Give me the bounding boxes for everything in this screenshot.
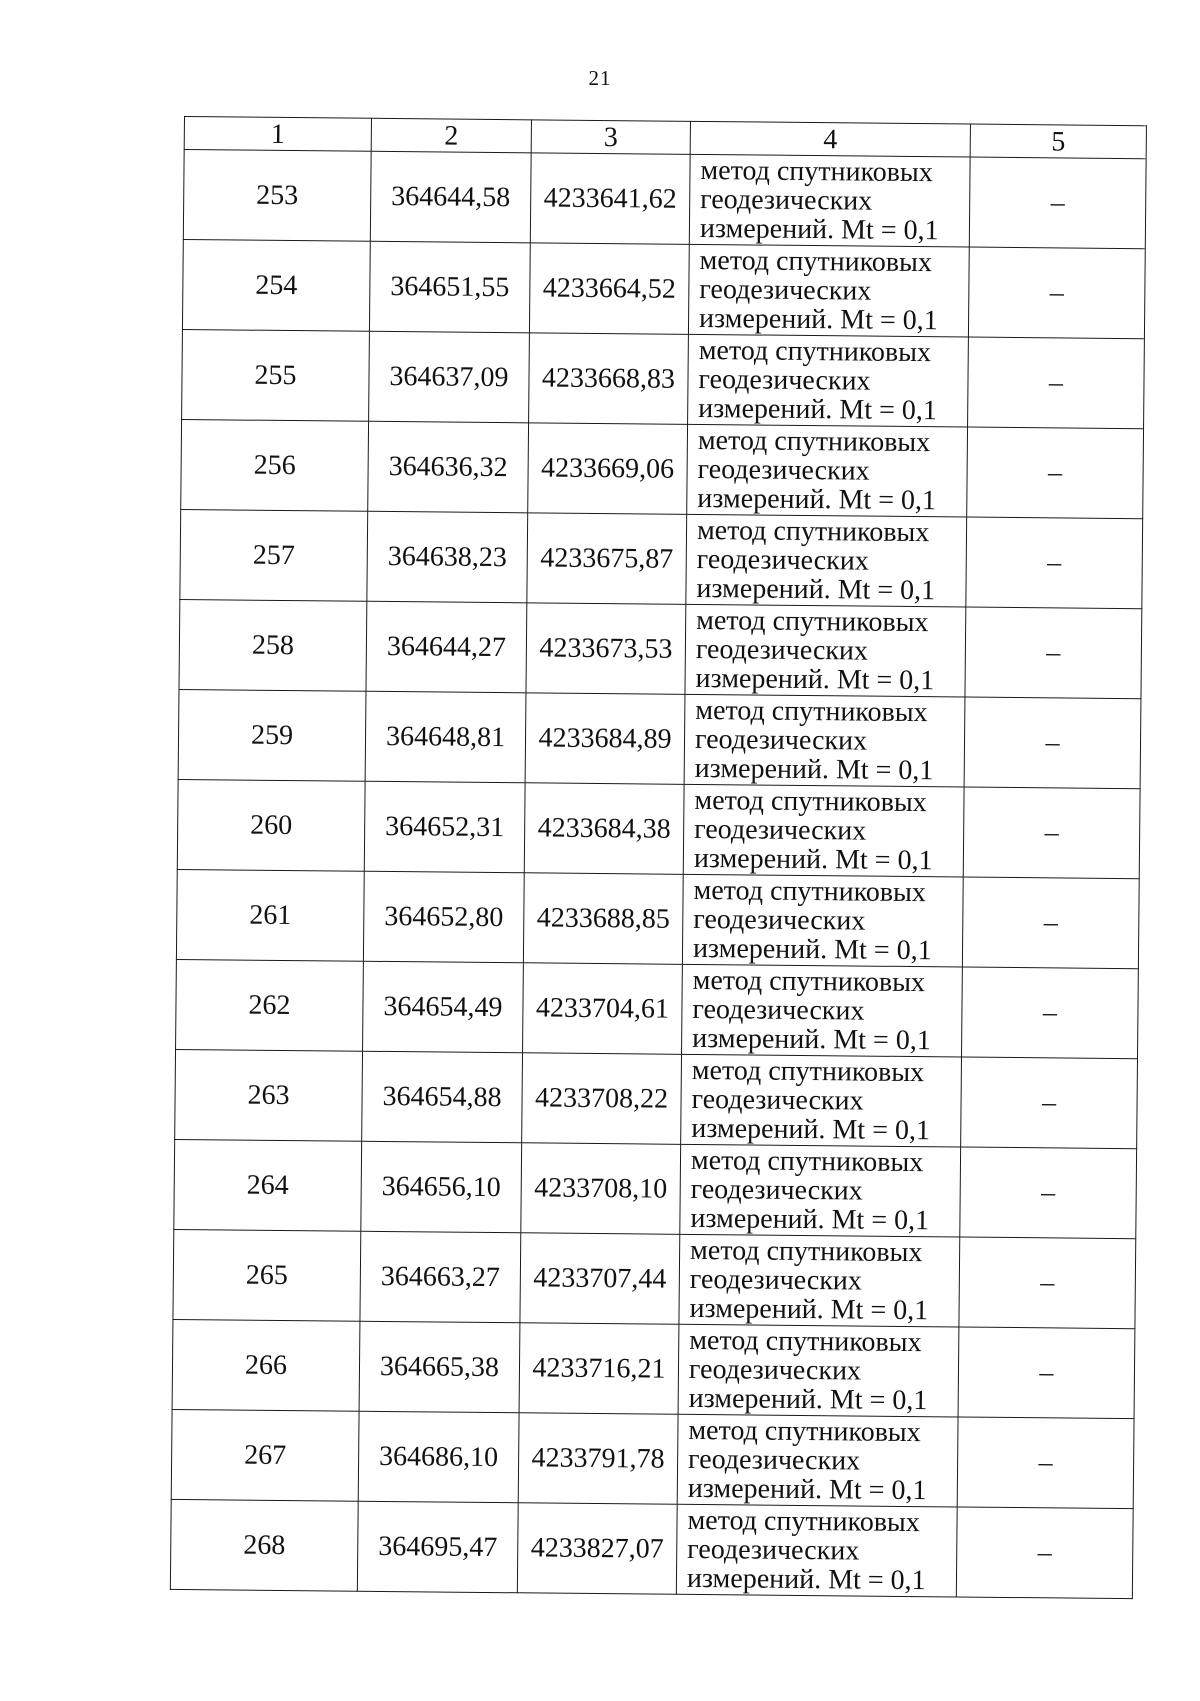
point-number-cell: 261 <box>176 869 364 961</box>
method-cell <box>688 244 969 337</box>
col5-dash-cell: – <box>960 1147 1137 1239</box>
method-text-line-2: геодезических <box>694 813 867 847</box>
table-row <box>176 869 1139 968</box>
method-text-line-2: геодезических <box>692 993 865 1027</box>
method-cell <box>680 1144 961 1237</box>
y-coordinate-cell: 4233684,38 <box>524 783 684 875</box>
table-row <box>172 1319 1135 1418</box>
col5-dash-cell: – <box>961 1057 1138 1149</box>
method-text-line-2: геодезических <box>699 273 872 307</box>
method-cell <box>677 1414 958 1507</box>
method-cell <box>684 694 965 787</box>
table-row <box>180 509 1143 608</box>
point-number-cell: 262 <box>176 959 364 1051</box>
point-number-cell: 253 <box>183 150 371 242</box>
method-text-line-3: измерений. Mt = 0,1 <box>687 1472 927 1507</box>
y-coordinate-cell: 4233716,21 <box>519 1323 679 1415</box>
y-coordinate-cell: 4233791,78 <box>518 1413 678 1505</box>
method-cell <box>678 1324 959 1417</box>
col5-dash-cell: – <box>956 1507 1133 1599</box>
point-number-cell: 267 <box>171 1409 359 1501</box>
method-text-line-1: метод спутниковых <box>696 514 930 549</box>
col5-dash-cell: – <box>965 607 1142 699</box>
col5-dash-cell: – <box>967 427 1144 519</box>
coordinates-table <box>170 116 1147 1599</box>
point-number-cell: 260 <box>177 779 365 871</box>
table-row <box>176 959 1139 1058</box>
point-number-cell: 255 <box>182 329 370 421</box>
method-cell <box>681 1054 962 1147</box>
table-row <box>182 329 1145 428</box>
table-body <box>170 150 1146 1599</box>
table-row <box>171 1409 1134 1508</box>
y-coordinate-cell: 4233641,62 <box>530 153 690 245</box>
point-number-cell: 256 <box>181 419 369 511</box>
x-coordinate-cell: 364665,38 <box>359 1321 520 1413</box>
method-text-line-3: измерений. Mt = 0,1 <box>690 1202 930 1237</box>
header-col-3: 3 <box>531 120 690 155</box>
header-col-1: 1 <box>184 117 371 152</box>
x-coordinate-cell: 364638,23 <box>367 511 528 603</box>
method-text-line-3: измерений. Mt = 0,1 <box>694 752 934 787</box>
table-row <box>181 419 1144 518</box>
method-text-line-2: геодезических <box>694 723 868 757</box>
y-coordinate-cell: 4233675,87 <box>527 513 687 605</box>
header-col-4: 4 <box>690 121 970 157</box>
method-text-line-1: метод спутниковых <box>694 784 927 819</box>
method-text-line-3: измерений. Mt = 0,1 <box>698 392 938 427</box>
point-number-cell: 266 <box>172 1319 360 1411</box>
point-number-cell: 254 <box>182 239 370 331</box>
method-text-line-2: геодезических <box>697 453 870 487</box>
method-text-line-2: геодезических <box>688 1353 862 1387</box>
method-text-line-3: измерений. Mt = 0,1 <box>692 1022 931 1057</box>
col5-dash-cell: – <box>959 1237 1136 1329</box>
col5-dash-cell: – <box>958 1327 1135 1419</box>
col5-dash-cell: – <box>957 1417 1134 1509</box>
method-text-line-1: метод спутниковых <box>690 1144 924 1179</box>
x-coordinate-cell: 364636,32 <box>368 421 529 513</box>
y-coordinate-cell: 4233707,44 <box>520 1233 680 1325</box>
method-text-line-2: геодезических <box>691 1083 864 1117</box>
method-text-line-3: измерений. Mt = 0,1 <box>692 932 932 967</box>
method-text-line-3: измерений. Mt = 0,1 <box>698 302 938 337</box>
y-coordinate-cell: 4233669,06 <box>528 423 688 515</box>
method-text-line-3: измерений. Mt = 0,1 <box>686 1562 926 1597</box>
method-text-line-2: геодезических <box>687 1443 861 1477</box>
x-coordinate-cell: 364686,10 <box>358 1411 519 1503</box>
x-coordinate-cell: 364654,49 <box>363 961 524 1053</box>
col5-dash-cell: – <box>968 337 1145 429</box>
y-coordinate-cell: 4233673,53 <box>526 603 686 695</box>
method-text-line-3: измерений. Mt = 0,1 <box>693 842 933 877</box>
header-col-2: 2 <box>371 118 531 153</box>
method-text-line-3: измерений. Mt = 0,1 <box>699 212 939 247</box>
method-text-line-2: геодезических <box>693 903 866 937</box>
point-number-cell: 258 <box>179 599 367 691</box>
y-coordinate-cell: 4233664,52 <box>529 243 689 335</box>
x-coordinate-cell: 364663,27 <box>360 1231 521 1323</box>
header-col-5: 5 <box>970 124 1146 159</box>
method-text-line-3: измерений. Mt = 0,1 <box>691 1112 931 1147</box>
x-coordinate-cell: 364637,09 <box>369 331 530 423</box>
method-text-line-2: геодезических <box>689 1263 863 1297</box>
method-text-line-1: метод спутниковых <box>697 424 931 459</box>
table-row <box>182 239 1145 338</box>
method-text-line-1: метод спутниковых <box>687 1504 920 1539</box>
table-row <box>173 1229 1136 1328</box>
method-cell <box>688 334 969 427</box>
x-coordinate-cell: 364652,31 <box>364 781 525 873</box>
table-row <box>170 1499 1133 1598</box>
method-text-line-3: измерений. Mt = 0,1 <box>695 662 935 697</box>
y-coordinate-cell: 4233708,10 <box>521 1143 681 1235</box>
method-text-line-1: метод спутниковых <box>688 1414 921 1449</box>
method-cell <box>679 1234 960 1327</box>
point-number-cell: 263 <box>175 1049 363 1141</box>
method-text-line-2: геодезических <box>695 633 869 667</box>
method-text-line-1: метод спутниковых <box>691 1054 925 1089</box>
method-text-line-2: геодезических <box>690 1173 863 1207</box>
method-text-line-2: геодезических <box>700 183 873 217</box>
table-row <box>174 1139 1137 1238</box>
table-row <box>175 1049 1138 1148</box>
method-text-line-1: метод спутниковых <box>696 604 929 639</box>
table-row <box>177 779 1140 878</box>
y-coordinate-cell: 4233668,83 <box>529 333 689 425</box>
y-coordinate-cell: 4233708,22 <box>522 1053 682 1145</box>
point-number-cell: 268 <box>170 1499 358 1591</box>
method-text-line-1: метод спутниковых <box>699 244 933 279</box>
x-coordinate-cell: 364648,81 <box>365 691 526 783</box>
method-text-line-2: геодезических <box>696 543 869 577</box>
x-coordinate-cell: 364654,88 <box>362 1051 523 1143</box>
method-text-line-2: геодезических <box>698 363 871 397</box>
y-coordinate-cell: 4233684,89 <box>525 693 685 785</box>
x-coordinate-cell: 364695,47 <box>357 1501 518 1593</box>
method-text-line-1: метод спутниковых <box>689 1234 923 1269</box>
y-coordinate-cell: 4233688,85 <box>523 873 683 965</box>
x-coordinate-cell: 364652,80 <box>363 871 524 963</box>
col5-dash-cell: – <box>963 787 1140 879</box>
method-cell <box>686 514 967 607</box>
col5-dash-cell: – <box>962 877 1139 969</box>
method-cell <box>682 964 963 1057</box>
point-number-cell: 264 <box>174 1139 362 1231</box>
method-text-line-1: метод спутниковых <box>689 1324 922 1359</box>
x-coordinate-cell: 364644,58 <box>370 151 531 243</box>
method-cell <box>683 784 964 877</box>
method-text-line-1: метод спутниковых <box>693 874 927 909</box>
method-text-line-3: измерений. Mt = 0,1 <box>696 572 936 607</box>
method-cell <box>685 604 966 697</box>
method-cell <box>676 1504 957 1597</box>
method-text-line-1: метод спутниковых <box>698 334 932 369</box>
col5-dash-cell: – <box>962 967 1139 1059</box>
point-number-cell: 265 <box>173 1229 361 1321</box>
method-text-line-1: метод спутниковых <box>700 154 933 189</box>
y-coordinate-cell: 4233827,07 <box>517 1503 677 1595</box>
y-coordinate-cell: 4233704,61 <box>523 963 683 1055</box>
point-number-cell: 259 <box>178 689 366 781</box>
method-text-line-3: измерений. Mt = 0,1 <box>697 482 937 517</box>
method-cell <box>689 154 970 247</box>
method-cell <box>682 874 963 967</box>
page-number: 21 <box>588 66 612 90</box>
col5-dash-cell: – <box>964 697 1141 789</box>
method-text-line-1: метод спутниковых <box>695 694 928 729</box>
x-coordinate-cell: 364656,10 <box>361 1141 522 1233</box>
method-cell <box>687 424 968 517</box>
table-row <box>183 150 1146 249</box>
col5-dash-cell: – <box>966 517 1143 609</box>
method-text-line-3: измерений. Mt = 0,1 <box>688 1382 928 1417</box>
table-row <box>179 599 1142 698</box>
point-number-cell: 257 <box>180 509 368 601</box>
method-text-line-1: метод спутниковых <box>692 964 926 999</box>
col5-dash-cell: – <box>969 157 1146 249</box>
method-text-line-3: измерений. Mt = 0,1 <box>689 1292 929 1327</box>
table-row <box>178 689 1141 788</box>
x-coordinate-cell: 364651,55 <box>369 241 530 333</box>
x-coordinate-cell: 364644,27 <box>366 601 527 693</box>
method-text-line-2: геодезических <box>687 1533 860 1567</box>
col5-dash-cell: – <box>968 247 1145 339</box>
